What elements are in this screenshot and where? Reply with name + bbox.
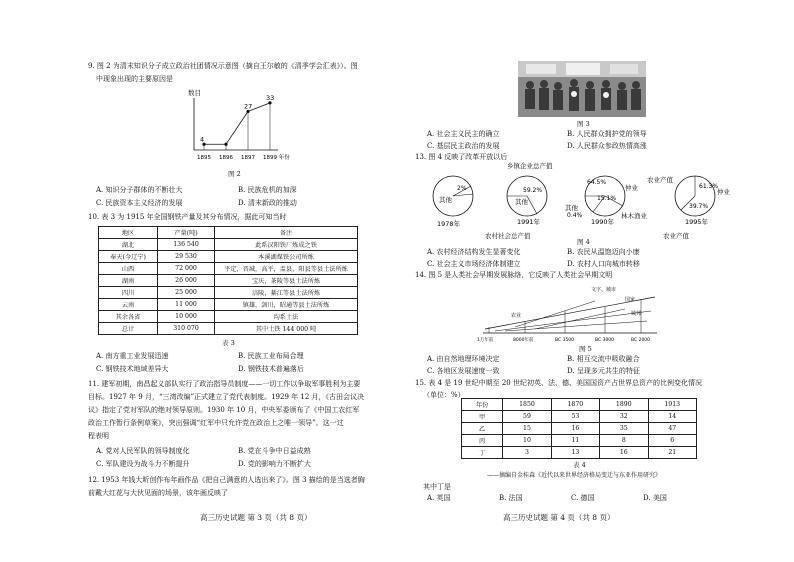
table4-row-cell: 10 — [503, 435, 551, 447]
pie-pct-5: 0.4% — [567, 212, 583, 219]
q13-stem: 13. 图 4 反映了改革开放以后 — [415, 153, 508, 161]
x-tick-label: 1899 年份 — [263, 155, 290, 161]
q15-option-a[interactable]: A. 英国 — [427, 494, 451, 502]
q9-option-c[interactable]: C. 民族资本主义经济的发展 — [96, 199, 183, 207]
table3-row-cell: 11 000 — [158, 299, 215, 311]
figure3-caption: 图 3 — [577, 120, 590, 128]
timeline-label-3: 农业 — [511, 313, 522, 319]
pie-year-2: 1991年 — [517, 218, 541, 226]
data-label: 4 — [200, 135, 205, 144]
table3-row-cell: 72 000 — [158, 263, 215, 275]
pie-label-6: 仲业 — [717, 188, 730, 196]
data-label: 33 — [266, 93, 275, 102]
table4-row-cell: 53 — [551, 411, 599, 423]
q10-stem: 10. 表 3 为 1915 年全国钢铁产量及其分布情况，据此可知当时 — [88, 213, 287, 221]
table3-header: 备注 — [215, 227, 358, 239]
q13-option-b[interactable]: B. 农民从温饱迈向小康 — [567, 248, 640, 256]
q12-option-d[interactable]: D. 人民群众参政热情高涨 — [567, 142, 647, 150]
q14-option-c[interactable]: C. 各地区发展速度一致 — [427, 367, 500, 375]
table4-row — [462, 423, 697, 435]
table3-row-cell: 湖北 — [99, 239, 158, 251]
q12-option-b[interactable]: B. 人民群众拥护党的领导 — [567, 130, 647, 138]
pie-year-1: 1978年 — [437, 220, 461, 228]
timeline-tick-4: BC 3000 — [595, 338, 615, 343]
table3-row-cell: 山西 — [99, 263, 158, 275]
timeline-tick-3: BC 3500 — [555, 338, 575, 343]
table4-row — [462, 411, 697, 423]
q11-option-c[interactable]: C. 军队建设为战斗力不断提升 — [96, 460, 190, 468]
table4-row-cell: 16 — [551, 423, 599, 435]
table4-row-cell: 甲 — [462, 411, 503, 423]
table4-row-cell: 47 — [648, 423, 696, 435]
q9-option-b[interactable]: B. 民族危机的加深 — [238, 186, 297, 194]
table4-row-cell: 8 — [600, 435, 648, 447]
table3-row-cell: 其余各省 — [99, 311, 158, 323]
figure4-pies — [427, 160, 757, 246]
table3-row — [99, 287, 358, 299]
pie-year-3: 1990年 — [591, 218, 615, 226]
pie-title-left: 乡镇企业总产值 — [507, 162, 553, 170]
table4-row-cell: 丙 — [462, 435, 503, 447]
pie-pct-7: 39.7% — [689, 203, 709, 210]
q10-option-b[interactable]: B. 民族工业布局合理 — [238, 352, 304, 360]
q11-line5: 程表明 — [88, 432, 109, 440]
q15-ask: 其中丁是 — [423, 483, 451, 491]
table3-row — [99, 311, 358, 323]
q11-line2: 目标。1927 年 9 月，“三湾改编”正式建立了党代表制度。1929 年 12 月，《古田会议决 — [88, 393, 364, 401]
table3-row-cell: 本溪湖煤铁公司所炼 — [215, 251, 358, 263]
pie-pct-1: 2% — [457, 185, 467, 192]
pie-label-2: 其他 — [515, 198, 528, 206]
table3-header: 地区 — [99, 227, 158, 239]
table3-row-cell: 平定，晋城，高平，盂县，阳县等县土法所炼 — [215, 263, 358, 275]
table3-row-cell: 总计 — [99, 323, 158, 335]
timeline-label-1: 文字、城市 — [591, 287, 617, 293]
q15-option-b[interactable]: B. 法国 — [499, 494, 523, 502]
table3-row-cell: 宝庆，茶陵等县土法所炼 — [215, 275, 358, 287]
table3-row-cell: 26 000 — [158, 275, 215, 287]
table4-header: 年份 — [462, 399, 503, 411]
table4-source: ——摘编自金桂森《近代以来世界经济格局变迁与东亚作用研究》 — [487, 472, 662, 479]
pie-pct-4: 15.1% — [597, 195, 617, 202]
q10-option-d[interactable]: D. 钢铁技术普遍落后 — [238, 365, 304, 373]
table3-row — [99, 275, 358, 287]
q9-stem-line1: 9. 图 2 为清末知识分子成立政治社团情况示意图（摘自王尔敏的《清季学会汇表》）。图 — [88, 62, 358, 70]
table3-row-cell: 湖南 — [99, 275, 158, 287]
table4-caption: 表 4 — [573, 461, 586, 469]
table4-header: 1913 — [648, 399, 696, 411]
chart-y-label: 数目 — [188, 89, 201, 97]
table3-row — [99, 239, 358, 251]
q14-option-a[interactable]: A. 由自然地理环境决定 — [427, 355, 500, 363]
table3-header: 产量(吨) — [158, 227, 215, 239]
figure4-caption: 图 4 — [577, 238, 590, 246]
q12-line1: 12. 1953 年钱大昕创作布年画作品《把自己满意的人选出来了》。图 3 描绘的是当选者胸 — [88, 476, 365, 484]
q9-stem-line2: 中现象出现的主要原因是 — [96, 75, 173, 83]
figure3-photo — [518, 61, 646, 117]
timeline-label-2: 国家 — [625, 297, 636, 303]
table4-row-cell: 6 — [648, 435, 696, 447]
figure5-caption: 图 5 — [579, 345, 592, 353]
table4-row-cell: 21 — [648, 447, 696, 459]
table4-row-cell: 13 — [551, 447, 599, 459]
x-tick-label: 1897 — [241, 155, 255, 161]
q15-option-c[interactable]: C. 德国 — [571, 494, 595, 502]
table4-row-cell: 16 — [600, 447, 648, 459]
table4-row-cell: 15 — [503, 423, 551, 435]
pie-pct-2: 59.2% — [523, 187, 543, 194]
table3-row-cell: 310 070 — [158, 323, 215, 335]
table3-row — [99, 263, 358, 275]
q15-stem-line1: 15. 表 4 是 19 世纪中期至 20 世纪初英、法、德、美国国资产占世界总资产的比例变化情况 — [415, 379, 702, 387]
x-tick-label: 1896 — [219, 155, 233, 161]
q13-option-a[interactable]: A. 农村经济结构发生显著变化 — [427, 248, 521, 256]
table3-row-cell: 奉天(今辽宁) — [99, 251, 158, 263]
data-label: 27 — [244, 102, 253, 111]
table3-header-row — [99, 227, 358, 239]
q11-option-b[interactable]: B. 党在斗争中日益成熟 — [238, 447, 311, 455]
table4-row-cell: 32 — [600, 411, 648, 423]
timeline-tick-5: BC 2000 — [631, 338, 651, 343]
q11-line3: 议》指定了党对军队的绝对领导原则。1930 年 10 月，中央军委颁布了《中国工农红军 — [88, 406, 360, 414]
q10-option-c[interactable]: C. 钢铁技术地域差异大 — [96, 365, 169, 373]
table3-row-cell: 29 530 — [158, 251, 215, 263]
table3-row-cell: 涪陵，綦江等县土法所炼 — [215, 287, 358, 299]
q12-option-c[interactable]: C. 基层民主政治的发展 — [427, 142, 500, 150]
table4-row-cell: 35 — [600, 423, 648, 435]
table3-row-cell: 云南 — [99, 299, 158, 311]
table4 — [461, 398, 697, 459]
table4-row-cell: 乙 — [462, 423, 503, 435]
q11-option-d[interactable]: D. 党的影响力不断扩大 — [238, 460, 311, 468]
q13-option-d[interactable]: D. 农村人口向城市转移 — [567, 260, 640, 268]
table4-header: 1870 — [551, 399, 599, 411]
table4-row-cell: 3 — [503, 447, 551, 459]
table4-header: 1850 — [503, 399, 551, 411]
right-page — [397, 0, 794, 562]
table3-row-cell: 四川 — [99, 287, 158, 299]
q9-option-d[interactable]: D. 清末新政的推动 — [238, 199, 297, 207]
q15-stem-line2: （单位：%） — [423, 391, 465, 399]
q14-stem: 14. 图 5 是人类社会早期发展脉络，它反映了人类社会早期文明 — [415, 271, 613, 279]
q14-option-b[interactable]: B. 相互交流中吸收融合 — [567, 355, 640, 363]
figure2-caption: 图 2 — [228, 170, 241, 178]
table3 — [98, 226, 358, 335]
table3-row-cell: 镇雄，剑川，昭通等县土法所炼 — [215, 299, 358, 311]
pie-pct-3: 64.5% — [587, 179, 607, 186]
q12-option-a[interactable]: A. 社会主义民主的确立 — [427, 130, 500, 138]
table3-row-cell: 均系土法 — [215, 311, 358, 323]
table3-caption: 表 3 — [222, 339, 235, 347]
table3-row — [99, 299, 358, 311]
table3-row — [99, 323, 358, 335]
q11-option-a[interactable]: A. 党对人民军队的领导制度化 — [96, 447, 190, 455]
table4-row — [462, 435, 697, 447]
figure2-chart — [180, 86, 320, 170]
table4-header-row — [462, 399, 697, 411]
table4-row-cell: 11 — [551, 435, 599, 447]
pie-label-4: 其他 — [565, 204, 578, 212]
pie-year-4: 1995年 — [685, 218, 709, 226]
table4-row-cell: 59 — [503, 411, 551, 423]
table3-row-cell: 25 000 — [158, 287, 215, 299]
q12-line2: 前戴大红花与大伙见面的场景，该年画反映了 — [88, 489, 228, 497]
q9-option-a[interactable]: A. 知识分子群体的不断壮大 — [96, 186, 183, 194]
right-page-footer: 高三历史试题 第 4 页（共 8 页） — [503, 513, 615, 522]
q15-option-d[interactable]: D. 美国 — [643, 494, 667, 502]
figure5-timeline — [475, 281, 665, 343]
timeline-tick-2: 8000年前 — [513, 338, 534, 343]
table3-row-cell: 10 000 — [158, 311, 215, 323]
pie-subcaption-right: 农业产值 — [663, 232, 689, 240]
table3-row-cell: 其中土铁 144 000 吨 — [215, 323, 358, 335]
series-line — [204, 103, 270, 144]
pie-label-5: 林木渔业 — [621, 212, 647, 220]
pie-pct-6: 61.3% — [699, 183, 719, 190]
timeline-tick-1: 1万年前 — [477, 338, 494, 343]
q10-option-a[interactable]: A. 南方重工业发展迅速 — [96, 352, 169, 360]
pie-label-1: 其他 — [439, 196, 452, 204]
q11-line4: 政治工作暂行条例草案》，突出强调“红军中只允许党在政治上之唯一领导”。这一过 — [88, 419, 344, 427]
table4-row — [462, 447, 697, 459]
table4-row-cell: 丁 — [462, 447, 503, 459]
table3-row-cell: 136 540 — [158, 239, 215, 251]
q13-option-c[interactable]: C. 社会主义市场经济体制建立 — [427, 260, 521, 268]
table4-header: 1890 — [600, 399, 648, 411]
timeline-label-4: 城邦 — [631, 311, 642, 317]
q14-option-d[interactable]: D. 呈现多元共生的特征 — [567, 367, 640, 375]
table3-row-cell: 此系汉阳铁厂炼成之铁 — [215, 239, 358, 251]
pie-subcaption-left: 农村社会总产值 — [485, 232, 531, 240]
left-page-footer: 高三历史试题 第 3 页（共 8 页） — [200, 513, 312, 522]
table3-row — [99, 251, 358, 263]
x-tick-label: 1895 — [197, 155, 211, 161]
q11-line1: 11. 建军初期，南昌起义部队实行了政治指导员制度——一切工作以争取军事胜利为主要 — [88, 380, 361, 388]
table4-row-cell: 14 — [648, 411, 696, 423]
pie-label-3: 仲业 — [625, 184, 638, 192]
pie-title-right: 农业产值 — [647, 176, 673, 184]
